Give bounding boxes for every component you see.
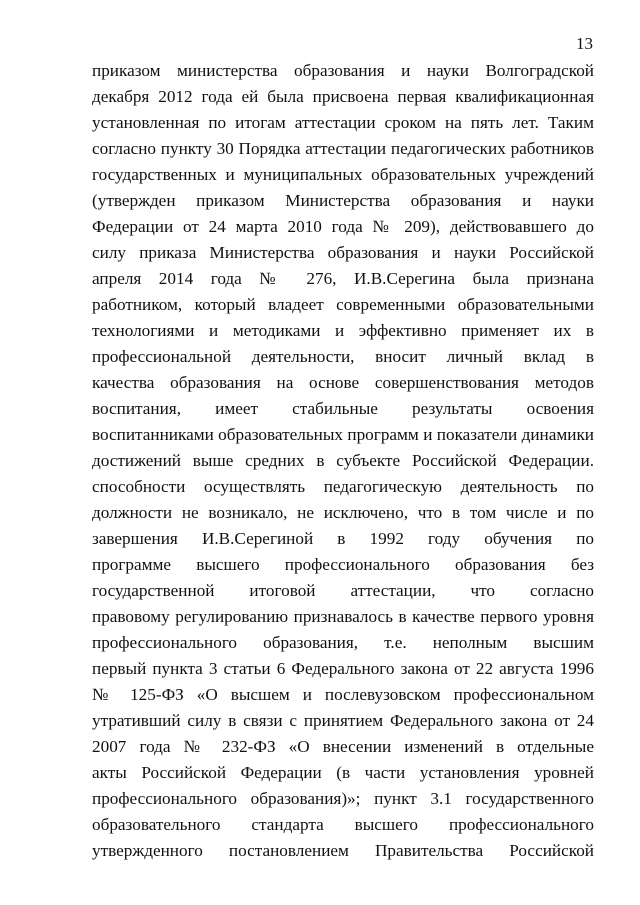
text-line: согласно пункту 30 Порядка аттестации педагогических работников [92,139,594,158]
text-line: государственных и муниципальных образовательных учреждений [92,165,594,184]
text-line: должности не возникало, не исключено, что в том числе и по [92,503,594,522]
text-line: программе высшего профессионального образования без [92,555,594,574]
text-line: утративший силу в связи с принятием Федерального закона от 24 [92,711,594,730]
text-line: правовому регулированию признавалось в качестве первого уровня [92,607,594,626]
text-line: установленная по итогам аттестации сроком на пять лет. Таким [92,113,594,132]
text-line: 2007 года № 232-ФЗ «О внесении изменений в отдельные [92,737,594,756]
text-line: первый пункта 3 статьи 6 Федерального закона от 22 августа 1996 [92,659,594,678]
text-line: апреля 2014 года № 276, И.В.Серегина была признана [92,269,594,288]
text-line: достижений выше средних в субъекте Российской Федерации. [92,451,594,470]
document-body-text [92,58,594,864]
text-line: образовательного стандарта высшего профессионального [92,815,594,834]
text-line: утвержденного постановлением Правительства Российской [92,841,594,860]
text-line: акты Российской Федерации (в части установления уровней [92,763,594,782]
text-line: силу приказа Министерства образования и науки Российской [92,243,594,262]
text-line: государственной итоговой аттестации, что согласно [92,581,594,600]
text-line: № 125-ФЗ «О высшем и послевузовском профессиональном [92,685,594,704]
text-line: профессиональной деятельности, вносит личный вклад в [92,347,594,366]
text-line: Федерации от 24 марта 2010 года № 209), действовавшего до [92,217,594,236]
text-line: способности осуществлять педагогическую деятельность по [92,477,594,496]
text-line: технологиями и методиками и эффективно применяет их в [92,321,594,340]
text-line: (утвержден приказом Министерства образования и науки [92,191,594,210]
text-line: профессионального образования, т.е. неполным высшим [92,633,594,652]
page-number: 13 [576,34,593,53]
text-line: завершения И.В.Серегиной в 1992 году обучения по [92,529,594,548]
text-line: декабря 2012 года ей была присвоена первая квалификационная [92,87,594,106]
text-line: работником, который владеет современными образовательными [92,295,594,314]
text-line: приказом министерства образования и науки Волгоградской [92,61,594,80]
text-line: качества образования на основе совершенствования методов [92,373,594,392]
text-line: профессионального образования)»; пункт 3.1 государственного [92,789,594,808]
text-line: воспитанниками образовательных программ и показатели динамики [92,425,594,444]
text-line: воспитания, имеет стабильные результаты освоения [92,399,594,418]
